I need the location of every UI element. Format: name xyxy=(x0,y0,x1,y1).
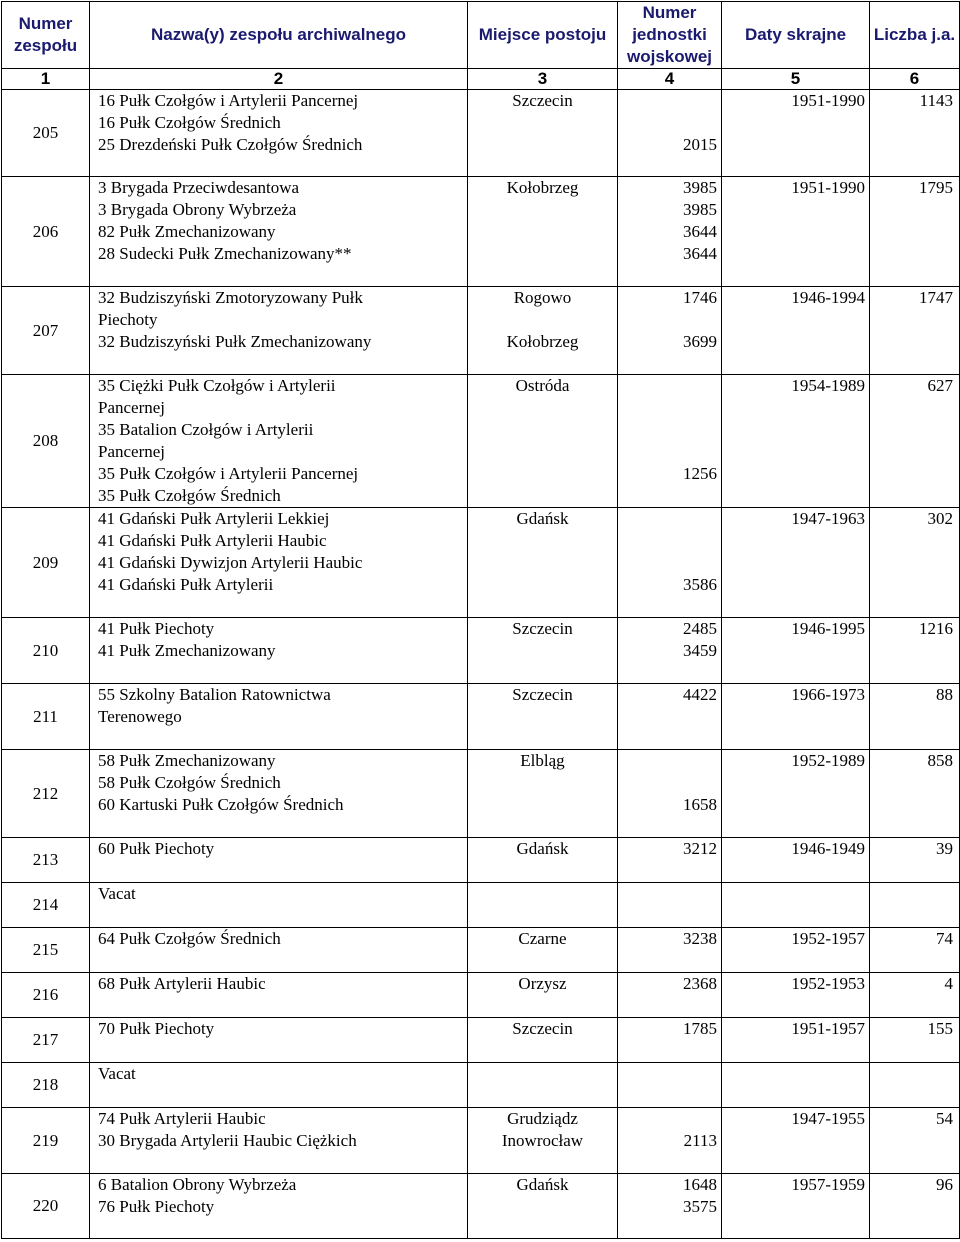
record-names xyxy=(90,1108,468,1174)
record-dates-text: 1951-1957 xyxy=(791,1019,865,1038)
record-dates-text: 1952-1953 xyxy=(791,974,865,993)
record-unit-text: 1658 xyxy=(683,795,717,814)
record-dates xyxy=(722,177,870,287)
record-location xyxy=(468,750,618,838)
record-number-text: 214 xyxy=(32,895,59,914)
record-number-text: 218 xyxy=(32,1075,59,1094)
record-unit-number xyxy=(618,883,722,928)
record-location-text: Czarne xyxy=(518,929,567,948)
record-unit-number xyxy=(618,508,722,618)
record-count xyxy=(870,1108,960,1174)
record-number-text: 215 xyxy=(32,940,59,959)
record-name: 55 Szkolny Batalion Ratownictwa Terenowego xyxy=(98,685,331,726)
record-count-text: 96 xyxy=(936,1175,953,1194)
record-name: 3 Brygada Obrony Wybrzeża xyxy=(98,200,297,219)
record-count xyxy=(870,1174,960,1239)
record-location xyxy=(468,177,618,287)
table-row xyxy=(2,1063,960,1108)
record-dates xyxy=(722,287,870,375)
record-number-text: 216 xyxy=(32,985,59,1004)
table-row xyxy=(2,883,960,928)
table-row xyxy=(2,684,960,750)
record-unit-text xyxy=(618,90,717,112)
record-unit-text xyxy=(618,772,717,794)
record-name: 82 Pułk Zmechanizowany xyxy=(98,222,276,241)
record-location-text: Gdańsk xyxy=(516,509,569,528)
record-dates xyxy=(722,928,870,973)
record-unit-text: 3699 xyxy=(683,332,717,351)
record-location-text: Szczecin xyxy=(512,91,573,110)
record-location-text: Szczecin xyxy=(512,685,573,704)
record-unit-text: 2368 xyxy=(683,974,717,993)
table-row xyxy=(2,928,960,973)
record-count xyxy=(870,750,960,838)
record-unit-text: 1785 xyxy=(683,1019,717,1038)
record-count-text: 1747 xyxy=(919,288,953,307)
record-location-text: Gdańsk xyxy=(516,839,569,858)
record-location-text: Rogowo xyxy=(513,288,572,307)
record-unit-number xyxy=(618,1018,722,1063)
record-name: 30 Brygada Artylerii Haubic Ciężkich xyxy=(98,1131,357,1150)
record-count-text: 54 xyxy=(936,1109,953,1128)
record-number-text: 213 xyxy=(32,850,59,869)
record-name: 74 Pułk Artylerii Haubic xyxy=(98,1109,266,1128)
record-names xyxy=(90,750,468,838)
record-number-text: 207 xyxy=(32,320,59,340)
record-unit-number xyxy=(618,928,722,973)
record-dates xyxy=(722,375,870,508)
record-name: 16 Pułk Czołgów Średnich xyxy=(98,113,281,132)
record-unit-text: 3238 xyxy=(683,929,717,948)
header-name: Nazwa(y) zespołu archiwalnego xyxy=(90,2,468,69)
record-unit-number xyxy=(618,1108,722,1174)
record-names xyxy=(90,177,468,287)
record-location-text: Orzysz xyxy=(518,974,567,993)
record-count xyxy=(870,684,960,750)
record-number xyxy=(2,618,90,684)
header-number: Numer zespołu xyxy=(2,2,90,69)
record-number xyxy=(2,1063,90,1108)
header-count: Liczba j.a. xyxy=(870,2,960,69)
record-number-text: 220 xyxy=(32,1196,59,1215)
record-unit-text xyxy=(618,552,717,574)
record-names xyxy=(90,287,468,375)
record-location-text: Ostróda xyxy=(515,376,570,395)
record-dates xyxy=(722,90,870,177)
record-count xyxy=(870,508,960,618)
record-dates xyxy=(722,838,870,883)
record-location xyxy=(468,684,618,750)
table-row xyxy=(2,618,960,684)
record-location-text: Kołobrzeg xyxy=(506,178,579,197)
record-unit-text xyxy=(618,530,717,552)
record-dates xyxy=(722,973,870,1018)
record-location xyxy=(468,883,618,928)
record-unit-text xyxy=(618,883,717,905)
record-names xyxy=(90,883,468,928)
record-unit-text xyxy=(618,750,717,772)
record-dates-text: 1966-1973 xyxy=(791,685,865,704)
record-number xyxy=(2,883,90,928)
record-number-text: 219 xyxy=(32,1130,59,1150)
record-unit-text: 3644 xyxy=(683,222,717,241)
record-unit-number xyxy=(618,973,722,1018)
record-unit-text: 3586 xyxy=(683,575,717,594)
record-count xyxy=(870,375,960,508)
record-count-text: 1795 xyxy=(919,178,953,197)
record-names xyxy=(90,618,468,684)
table-row xyxy=(2,1018,960,1063)
record-count-text: 1216 xyxy=(919,619,953,638)
record-count xyxy=(870,90,960,177)
record-dates xyxy=(722,618,870,684)
record-name: 41 Pułk Zmechanizowany xyxy=(98,641,276,660)
record-name: 58 Pułk Czołgów Średnich xyxy=(98,773,281,792)
record-names xyxy=(90,375,468,508)
column-number: 5 xyxy=(722,69,870,90)
record-count xyxy=(870,618,960,684)
record-count-text: 627 xyxy=(927,376,953,395)
record-number xyxy=(2,928,90,973)
record-dates-text: 1951-1990 xyxy=(791,178,865,197)
record-names xyxy=(90,1063,468,1108)
record-count xyxy=(870,973,960,1018)
table-row xyxy=(2,750,960,838)
record-number-text: 212 xyxy=(32,783,59,803)
record-count xyxy=(870,1018,960,1063)
record-unit-text: 1256 xyxy=(683,464,717,483)
record-number-text: 210 xyxy=(32,640,59,660)
record-location-text: Szczecin xyxy=(512,619,573,638)
record-location xyxy=(468,1174,618,1239)
record-unit-number xyxy=(618,287,722,375)
table-row xyxy=(2,287,960,375)
record-name: 35 Pułk Czołgów Średnich xyxy=(98,486,281,505)
record-unit-text xyxy=(618,441,717,463)
record-name: Vacat xyxy=(98,884,136,903)
record-number xyxy=(2,838,90,883)
record-count-text: 1143 xyxy=(919,91,953,110)
record-name: 41 Gdański Dywizjon Artylerii Haubic xyxy=(98,553,363,572)
record-count xyxy=(870,1063,960,1108)
record-name: 35 Pułk Czołgów i Artylerii Pancernej xyxy=(98,464,359,483)
record-unit-text: 2485 xyxy=(683,619,717,638)
record-dates-text: 1952-1989 xyxy=(791,751,865,770)
record-dates xyxy=(722,684,870,750)
record-dates xyxy=(722,750,870,838)
record-unit-number xyxy=(618,684,722,750)
record-location xyxy=(468,618,618,684)
record-unit-number xyxy=(618,90,722,177)
record-unit-number xyxy=(618,618,722,684)
table-row xyxy=(2,375,960,508)
record-dates xyxy=(722,1018,870,1063)
record-location xyxy=(468,375,618,508)
record-count xyxy=(870,287,960,375)
record-number xyxy=(2,508,90,618)
record-unit-text: 3985 xyxy=(683,178,717,197)
record-unit-text: 3459 xyxy=(683,641,717,660)
record-unit-text: 3644 xyxy=(683,244,717,263)
record-dates-text: 1954-1989 xyxy=(791,376,865,395)
column-number: 6 xyxy=(870,69,960,90)
header-unit-number: Numer jednostki wojskowej xyxy=(618,2,722,69)
column-number: 1 xyxy=(2,69,90,90)
record-count-text: 155 xyxy=(927,1019,953,1038)
record-location-text: Grudziądz xyxy=(507,1109,578,1128)
record-location xyxy=(468,1018,618,1063)
record-count xyxy=(870,928,960,973)
record-count-text: 39 xyxy=(936,839,953,858)
record-dates-text: 1952-1957 xyxy=(791,929,865,948)
record-dates xyxy=(722,1108,870,1174)
record-location-text xyxy=(468,309,617,331)
record-name: 32 Budziszyński Pułk Zmechanizowany xyxy=(98,332,372,351)
record-unit-text xyxy=(618,1108,717,1130)
record-dates xyxy=(722,883,870,928)
record-names xyxy=(90,838,468,883)
record-name: 16 Pułk Czołgów i Artylerii Pancernej xyxy=(98,91,359,110)
table-row xyxy=(2,90,960,177)
table-row xyxy=(2,973,960,1018)
record-unit-number xyxy=(618,838,722,883)
record-names xyxy=(90,1018,468,1063)
record-unit-text: 1648 xyxy=(683,1175,717,1194)
record-number xyxy=(2,90,90,177)
record-location-text: Gdańsk xyxy=(516,1175,569,1194)
record-number-text: 205 xyxy=(32,123,59,142)
record-unit-text: 3212 xyxy=(683,839,717,858)
record-names xyxy=(90,90,468,177)
record-names xyxy=(90,928,468,973)
table-row xyxy=(2,177,960,287)
record-name: 35 Ciężki Pułk Czołgów i Artylerii Pancernej xyxy=(98,376,336,417)
record-number-text: 217 xyxy=(32,1030,59,1049)
record-number xyxy=(2,1018,90,1063)
record-name: 6 Batalion Obrony Wybrzeża xyxy=(98,1175,297,1194)
record-location-text: Inowrocław xyxy=(501,1131,584,1150)
table-row xyxy=(2,1174,960,1239)
record-count xyxy=(870,838,960,883)
header-dates: Daty skrajne xyxy=(722,2,870,69)
record-number xyxy=(2,973,90,1018)
record-count xyxy=(870,177,960,287)
record-names xyxy=(90,508,468,618)
record-unit-number xyxy=(618,177,722,287)
column-number-row xyxy=(2,69,960,90)
record-unit-text xyxy=(618,397,717,419)
record-name: 35 Batalion Czołgów i Artylerii Pancernej xyxy=(98,420,314,461)
record-number xyxy=(2,375,90,508)
record-unit-text xyxy=(618,508,717,530)
record-unit-text: 2113 xyxy=(683,1131,717,1150)
record-unit-text xyxy=(618,1063,717,1085)
record-location-text: Kołobrzeg xyxy=(506,332,579,351)
record-dates-text: 1947-1955 xyxy=(791,1109,865,1128)
record-name: 64 Pułk Czołgów Średnich xyxy=(98,929,281,948)
record-name: 41 Pułk Piechoty xyxy=(98,619,215,638)
record-number xyxy=(2,287,90,375)
record-number-text: 206 xyxy=(32,221,59,241)
record-unit-text xyxy=(618,112,717,134)
record-count-text: 88 xyxy=(936,685,953,704)
record-unit-number xyxy=(618,375,722,508)
record-unit-number xyxy=(618,1063,722,1108)
column-number: 2 xyxy=(90,69,468,90)
record-location xyxy=(468,1108,618,1174)
record-location-text xyxy=(468,1063,617,1085)
record-names xyxy=(90,684,468,750)
column-number: 4 xyxy=(618,69,722,90)
record-name: 58 Pułk Zmechanizowany xyxy=(98,751,276,770)
table-row xyxy=(2,1108,960,1174)
header-row xyxy=(2,2,960,69)
archive-table xyxy=(1,1,960,1239)
column-number: 3 xyxy=(468,69,618,90)
record-name: 68 Pułk Artylerii Haubic xyxy=(98,974,266,993)
record-dates-text: 1946-1994 xyxy=(791,288,865,307)
record-unit-number xyxy=(618,1174,722,1239)
record-count-text: 302 xyxy=(927,509,953,528)
record-dates xyxy=(722,1174,870,1239)
record-dates-text: 1951-1990 xyxy=(791,91,865,110)
record-name: 3 Brygada Przeciwdesantowa xyxy=(98,178,300,197)
record-dates xyxy=(722,1063,870,1108)
record-number xyxy=(2,177,90,287)
record-name: 32 Budziszyński Zmotoryzowany Pułk Piechoty xyxy=(98,288,363,329)
record-location xyxy=(468,508,618,618)
table-row xyxy=(2,838,960,883)
record-location xyxy=(468,838,618,883)
record-dates-text: 1957-1959 xyxy=(791,1175,865,1194)
record-name: 70 Pułk Piechoty xyxy=(98,1019,215,1038)
record-name: 76 Pułk Piechoty xyxy=(98,1197,215,1216)
record-unit-text xyxy=(618,375,717,397)
record-number-text: 209 xyxy=(32,552,59,572)
record-unit-text: 2015 xyxy=(683,135,717,154)
record-name: 41 Gdański Pułk Artylerii Haubic xyxy=(98,531,327,550)
record-number-text: 211 xyxy=(33,706,58,726)
record-names xyxy=(90,973,468,1018)
record-unit-number xyxy=(618,750,722,838)
record-number xyxy=(2,1174,90,1239)
record-number xyxy=(2,750,90,838)
record-unit-text: 3985 xyxy=(683,200,717,219)
record-unit-text: 4422 xyxy=(683,685,717,704)
record-dates-text: 1946-1995 xyxy=(791,619,865,638)
record-location-text: Szczecin xyxy=(512,1019,573,1038)
record-dates-text: 1946-1949 xyxy=(791,839,865,858)
record-name: 60 Kartuski Pułk Czołgów Średnich xyxy=(98,795,344,814)
record-unit-text: 3575 xyxy=(683,1197,717,1216)
record-location-text: Elbląg xyxy=(520,751,565,770)
record-location xyxy=(468,287,618,375)
record-name: 41 Gdański Pułk Artylerii xyxy=(98,575,274,594)
record-number-text: 208 xyxy=(32,431,59,450)
record-location xyxy=(468,973,618,1018)
record-name: 60 Pułk Piechoty xyxy=(98,839,215,858)
record-count xyxy=(870,883,960,928)
record-count-text: 74 xyxy=(936,929,953,948)
table-row xyxy=(2,508,960,618)
record-location xyxy=(468,90,618,177)
record-unit-text xyxy=(618,309,717,331)
record-location-text xyxy=(468,883,617,905)
record-unit-text xyxy=(618,419,717,441)
header-location: Miejsce postoju xyxy=(468,2,618,69)
record-names xyxy=(90,1174,468,1239)
record-name: 41 Gdański Pułk Artylerii Lekkiej xyxy=(98,509,330,528)
record-name: 25 Drezdeński Pułk Czołgów Średnich xyxy=(98,135,363,154)
record-location xyxy=(468,1063,618,1108)
table-body xyxy=(2,90,960,1239)
record-unit-text: 1746 xyxy=(683,288,717,307)
record-dates xyxy=(722,508,870,618)
record-name: 28 Sudecki Pułk Zmechanizowany** xyxy=(98,244,352,263)
record-number xyxy=(2,1108,90,1174)
record-dates-text: 1947-1963 xyxy=(791,509,865,528)
record-count-text: 858 xyxy=(927,751,953,770)
record-count-text: 4 xyxy=(944,974,953,993)
record-location xyxy=(468,928,618,973)
record-number xyxy=(2,684,90,750)
record-name: Vacat xyxy=(98,1064,136,1083)
